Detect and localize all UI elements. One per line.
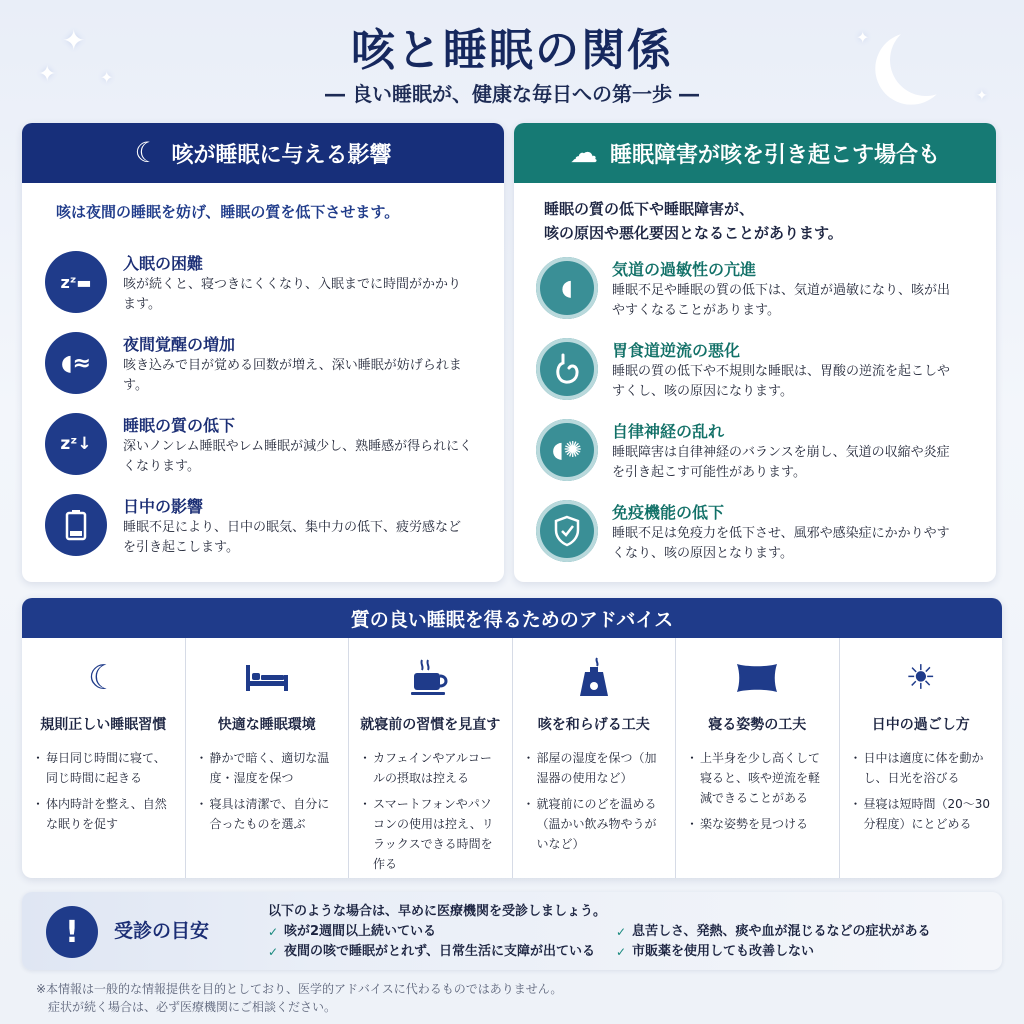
- advice-title: 規則正しい睡眠習慣: [40, 717, 167, 733]
- panel-heading-text: 咳が睡眠に与える影響: [171, 142, 392, 168]
- panel-intro-line: 睡眠の質の低下や睡眠障害が、: [544, 200, 755, 218]
- cause-desc: 睡眠不足や睡眠の質の低下は、気道が過敏になり、咳が出やすくなることがあります。: [612, 283, 951, 318]
- consultation-item: ✓ 咳が2週間以上続いている: [268, 922, 595, 942]
- effect-desc: 深いノンレム睡眠やレム睡眠が減少し、熟睡感が得られにくくなります。: [123, 439, 473, 474]
- advice-point: ・ 上半身を少し高くして寝ると、咳や逆流を軽減できることがある: [690, 748, 831, 808]
- cause-item: [514, 500, 996, 581]
- cause-title: 免疫機能の低下: [612, 503, 725, 522]
- airway-head-icon: ◖: [536, 257, 598, 319]
- advice-point: ・ 体内時計を整え、自然な眠りを促す: [36, 794, 177, 834]
- disclaimer-footnote: [36, 980, 562, 1016]
- cloud-icon: ☁: [569, 136, 598, 169]
- exclamation-icon: !: [46, 906, 98, 958]
- advice-point: ・ 就寝前にのどを温める（温かい飲み物やうがいなど）: [527, 794, 668, 854]
- consultation-list: [616, 922, 930, 962]
- sparkle-icon: ✦: [976, 88, 988, 104]
- cause-item: [514, 338, 996, 419]
- cause-item: [514, 419, 996, 500]
- advice-point: ・ 昼寝は短時間（20〜30分程度）にとどめる: [854, 794, 995, 834]
- page-title: 咳と睡眠の関係: [351, 25, 673, 76]
- advice-point: ・ 日中は適度に体を動かし、日光を浴びる: [854, 748, 995, 788]
- advice-column: [839, 638, 1003, 878]
- effect-item: [22, 413, 504, 494]
- effect-title: 日中の影響: [123, 497, 204, 516]
- advice-point: ・ 部屋の湿度を保つ（加湿器の使用など）: [527, 748, 668, 788]
- advice-title: 咳を和らげる工夫: [537, 717, 650, 733]
- sparkle-icon: ✦: [856, 28, 870, 47]
- consultation-item: ✓ 息苦しさ、発熱、痰や血が混じるなどの症状がある: [616, 922, 930, 942]
- zzz-down-arrow-icon: zᶻ↓: [45, 413, 107, 475]
- bed-icon: [186, 654, 349, 702]
- consultation-intro: 以下のような場合は、早めに医療機関を受診しましょう。: [268, 904, 607, 919]
- cause-title: 気道の過敏性の亢進: [612, 260, 757, 279]
- humidifier-icon: [513, 654, 676, 702]
- sparkle-icon: ✦: [62, 24, 86, 57]
- advice-point: ・ 静かで暗く、適切な温度・湿度を保つ: [200, 748, 341, 788]
- advice-point: ・ 寝具は清潔で、自分に合ったものを選ぶ: [200, 794, 341, 834]
- advice-column: [22, 638, 185, 878]
- consultation-guide: [22, 892, 1002, 970]
- disclaimer-line: 症状が続く場合は、必ず医療機関にご相談ください。: [48, 1000, 337, 1014]
- cause-desc: 睡眠の質の低下や不規則な睡眠は、胃酸の逆流を起こしやすくし、咳の原因になります。: [612, 364, 951, 399]
- low-battery-icon: [45, 494, 107, 556]
- advice-column: [512, 638, 676, 878]
- panel-intro: 咳は夜間の睡眠を妨げ、睡眠の質を低下させます。: [56, 203, 400, 221]
- shield-icon: [536, 500, 598, 562]
- cause-desc: 睡眠不足は免疫力を低下させ、風邪や感染症にかかりやすくなり、咳の原因となります。: [612, 526, 950, 561]
- cause-title: 胃食道逆流の悪化: [612, 341, 741, 360]
- sparkle-icon: ✦: [38, 62, 57, 87]
- cough-effects-panel: [22, 123, 504, 582]
- panel-heading: [514, 123, 996, 183]
- effect-item: [22, 251, 504, 332]
- coughing-head-icon: ◖≈: [45, 332, 107, 394]
- consultation-label: 受診の目安: [114, 920, 210, 942]
- effect-desc: 咳が続くと、寝つきにくくなり、入眠までに時間がかかります。: [123, 277, 462, 312]
- advice-point: ・ 毎日同じ時間に寝て、同じ時間に起きる: [36, 748, 177, 788]
- moon-star-icon: ☾: [88, 658, 119, 698]
- cause-desc: 睡眠障害は自律神経のバランスを崩し、気道の収縮や炎症を引き起こす可能性があります。: [612, 445, 950, 480]
- hot-cup-icon: [349, 654, 512, 702]
- panel-heading-text: 睡眠障害が咳を引き起こす場合も: [609, 142, 940, 168]
- disclaimer-line: ※本情報は一般的な情報提供を目的としており、医学的アドバイスに代わるものではありません。: [36, 982, 563, 996]
- brain-head-icon: ◖✺: [536, 419, 598, 481]
- pillow-icon: [676, 654, 839, 702]
- advice-title: 快適な睡眠環境: [217, 717, 316, 733]
- consultation-list: [268, 922, 595, 962]
- effect-desc: 咳き込みで目が覚める回数が増え、深い睡眠が妨げられます。: [123, 358, 462, 393]
- effect-item: [22, 494, 504, 575]
- advice-column: [675, 638, 839, 878]
- consultation-item: ✓ 市販薬を使用しても改善しない: [616, 942, 930, 962]
- panel-heading: [22, 123, 504, 183]
- bed-zzz-icon: zᶻ▬: [45, 251, 107, 313]
- consultation-item: ✓ 夜間の咳で睡眠がとれず、日常生活に支障が出ている: [268, 942, 595, 962]
- advice-column: [348, 638, 512, 878]
- sleep-disorder-panel: [514, 123, 996, 582]
- advice-column: [185, 638, 349, 878]
- panel-intro-line: 咳の原因や悪化要因となることがあります。: [544, 224, 843, 242]
- cause-item: [514, 257, 996, 338]
- advice-point: ・ スマートフォンやパソコンの使用は控え、リラックスできる時間を作る: [363, 794, 504, 874]
- effect-title: 入眠の困難: [123, 254, 204, 273]
- advice-title: 就寝前の習慣を見直す: [360, 717, 501, 733]
- panel-intro: [544, 197, 996, 245]
- advice-point: ・ 楽な姿勢を見つける: [690, 814, 831, 834]
- advice-heading: 質の良い睡眠を得るためのアドバイス: [22, 598, 1002, 638]
- advice-title: 寝る姿勢の工夫: [708, 717, 807, 733]
- advice-point: ・ カフェインやアルコールの摂取は控える: [363, 748, 504, 788]
- cause-title: 自律神経の乱れ: [612, 422, 725, 441]
- sparkle-icon: ✦: [100, 68, 114, 87]
- effect-title: 夜間覚醒の増加: [123, 335, 236, 354]
- effect-desc: 睡眠不足により、日中の眠気、集中力の低下、疲労感などを引き起こします。: [123, 520, 462, 555]
- advice-title: 日中の過ごし方: [871, 717, 970, 733]
- page-subtitle: ― 良い睡眠が、健康な毎日への第一歩 ―: [325, 82, 699, 106]
- stomach-icon: [536, 338, 598, 400]
- sun-icon: ☀: [905, 658, 936, 698]
- advice-section: [22, 598, 1002, 878]
- moon-icon: ☾: [134, 136, 160, 169]
- effect-title: 睡眠の質の低下: [123, 416, 236, 435]
- page-header: [0, 0, 1024, 118]
- effect-item: [22, 332, 504, 413]
